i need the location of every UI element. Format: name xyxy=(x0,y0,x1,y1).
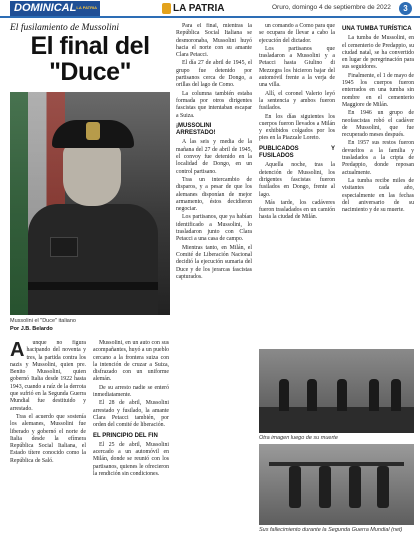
cap-badge xyxy=(86,122,100,140)
person-figure xyxy=(307,379,317,411)
photo-caption: Otra imagen luego de su muerte xyxy=(259,435,338,441)
article-column-4 xyxy=(259,23,335,345)
paragraph: Tras el acuerdo que sostenía los alemanes, Mussolini fue liberado y gobernó el norte de Italia desde la efímera República Social Italiana, el Estado títere conocido como la República de Saló. xyxy=(10,413,86,464)
subheading: EL PRINCIPIO DEL FIN xyxy=(93,432,158,439)
paragraph: El 25 de abril, Mussolini acercado a un automóvil en Milán, donde se reunió con los partisanos, quienes le ofrecieron la rendición sin condiciones. xyxy=(93,441,169,478)
paragraph: En 1957 sus restos fueron devueltos a la familia y trasladados a la cripta de Predappio, donde reposan actualmente. xyxy=(342,140,414,176)
article-column-2 xyxy=(93,340,169,532)
belt xyxy=(28,282,158,290)
paragraph: El día 27 de abril de 1945, el grupo fue detenido por partisanos cerca de Dongo, a orillas del lago de Como. xyxy=(176,60,252,89)
photo-caption: Sus fallecimiento durante la Segunda Guerra Mundial (net) xyxy=(259,527,403,533)
article-column-5 xyxy=(342,23,414,345)
paragraph: La columna también estaba formada por otros dirigentes fascistas que intentaban escapar a Suiza. xyxy=(176,90,252,119)
hanging-figure xyxy=(349,466,361,508)
logo-text: LA PATRIA xyxy=(173,3,225,14)
page-number: 3 xyxy=(399,2,412,15)
paragraph: De su arresto nadie se enteró inmediatamente. xyxy=(93,384,169,399)
hanging-figure xyxy=(377,466,389,508)
person-figure xyxy=(337,379,347,411)
paragraph: En 1946 un grupo de neofascistas robó el cadáver de Mussolini, que fue recuperado meses después. xyxy=(342,110,414,139)
paragraph: La tumba recibe miles de visitantes cada año, especialmente en las fechas del aniversario de su nacimiento y de su muerte. xyxy=(342,177,414,214)
mussolini-portrait xyxy=(10,92,170,315)
masthead xyxy=(0,0,420,18)
paragraph: Los partisanos que trasladaron a Mussolini y a Petacci hasta Giulino di Mezzegra los hicieron bajar del automóvil frente a la verja de una villa. xyxy=(259,45,335,89)
face xyxy=(63,144,121,206)
article-column-3 xyxy=(176,23,252,532)
subheading: ¡MUSSOLINI ARRESTADO! xyxy=(176,122,216,137)
paragraph: Mientras tanto, en Milán, el Comité de Liberación Nacional decidió la ejecución sumaria del Duce y de los jerarcas fascistas capturados. xyxy=(176,244,252,280)
headline: El final del "Duce" xyxy=(30,32,150,86)
paragraph: Para el final, mientras la República Social Italiana se desmoronaba, Mussolini huyó hacia el norte con su amante Clara Petacci. xyxy=(176,23,252,59)
dateline: Oruro, domingo 4 de septiembre de 2022 xyxy=(272,4,391,11)
drop-cap: A xyxy=(10,340,25,361)
piazzale-photo xyxy=(259,444,414,525)
paragraph: Allí, el coronel Valerio leyó la sentencia y ambos fueron fusilados. xyxy=(259,90,335,112)
paragraph: Aquella noche, tras la detención de Mussolini, los dirigentes fascistas fueron fusilados en Dongo, frente al lago. xyxy=(259,162,335,198)
aftermath-photo xyxy=(259,349,414,433)
byline: Por J.B. Belardo xyxy=(10,326,53,332)
paragraph: A las seis y media de la mañana del 27 de abril de 1945, el convoy fue detenido en la localidad de Dongo, en un control partisano. xyxy=(176,139,252,175)
paragraph: La tumba de Mussolini, en el cementerio de Predappio, su ciudad natal, se ha convertido en lugar de peregrinación para sus seguidores. xyxy=(342,35,414,71)
uniform-pocket xyxy=(50,237,78,257)
logo-icon xyxy=(162,3,171,14)
paragraph: Los partisanos, que ya habían identificado a Mussolini, lo trasladaron junto con Clara Petacci a una casa de campo. xyxy=(176,214,252,243)
hanging-figure xyxy=(289,466,301,508)
paragraph: El 28 de abril, Mussolini arrestado y fusilado, la amante Clara Petacci también, por orden del comité de liberación. xyxy=(93,400,169,429)
article-column-1 xyxy=(10,340,86,532)
paragraph: Tras un intercambio de disparos, y a pesar de que los alemanes disponían de mejor armamento, éstos decidieron negociar. xyxy=(176,176,252,213)
paragraph: Finalmente, el 1 de mayo de 1945 los cuerpos fueron enterrados en una tumba sin nombre en el cementerio Maggiore de Milán. xyxy=(342,72,414,108)
photo-caption: Mussolini el "Duce" italiano xyxy=(10,318,76,324)
paragraph: En los días siguientes los cuerpos fueron llevados a Milán y exhibidos colgados por los pies en la Piazzale Loreto. xyxy=(259,113,335,142)
section-brand xyxy=(10,1,100,16)
section-title: DOMINICAL xyxy=(14,2,77,14)
paragraph: Más tarde, los cadáveres fueron trasladados en un camión hasta la ciudad de Milán. xyxy=(259,199,335,221)
paragraph: Mussolini, en un auto con sus acompañantes, huyó a un pueblo cercano a la frontera suiza con la intención de cruzar a Suiza, disfrazado con un uniforme alemán. xyxy=(93,340,169,383)
kicker: El fusilamiento de Mussolini xyxy=(10,23,119,33)
section-subtitle: LA PATRIA xyxy=(76,5,97,10)
subheading: UNA TUMBA TURÍSTICA xyxy=(342,26,412,32)
newspaper-logo xyxy=(162,2,232,15)
person-figure xyxy=(369,379,379,411)
person-figure xyxy=(391,379,401,411)
hanging-figure xyxy=(319,466,331,508)
paragraph: un comando a Como para que se ocupara de llevar a cabo la ejecución del dictador. xyxy=(259,23,335,44)
paragraph: unque no figura hacipando del noventa y tres, la partida contra los nazis y Mussolini, quien pre. Benito Mussolini, quien gobernó Italia desde 1922 hasta 1943, cuando a raíz de la derrota que sufrió en la Segunda Guerra Mundial fue destituido y arrestado. xyxy=(10,340,86,412)
subheading: PUBLICADOS Y FUSILADOS xyxy=(259,145,335,160)
uniform xyxy=(28,204,158,315)
person-figure xyxy=(279,379,289,411)
